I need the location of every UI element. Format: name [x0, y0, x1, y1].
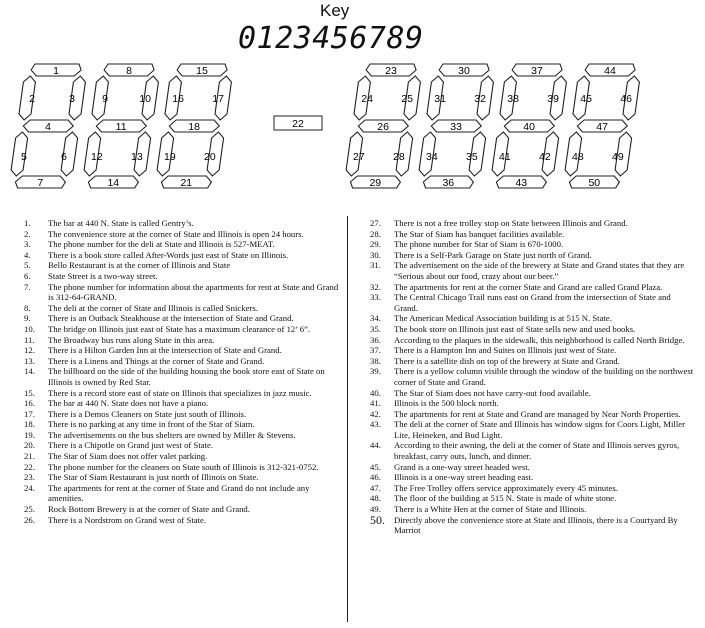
clue-item — [24, 430, 346, 441]
segment-number: 33 — [450, 120, 462, 133]
clue-number: 32. — [370, 281, 381, 292]
clue-number: 16. — [24, 398, 35, 409]
clue-text: The phone number for the deli at State and Illinois is 527-MEAT. — [48, 239, 275, 250]
clue-number: 22. — [24, 461, 35, 472]
clue-text: According to their awning, the deli at the corner of State and Illinois serves gyros, breakfast, carry outs, lunch, and dinner. — [394, 440, 680, 462]
clue-text: The phone number for the cleaners on State south of Illinois is 312-321-0752. — [48, 461, 319, 472]
segment-number: 7 — [37, 176, 44, 189]
segment-number: 21 — [180, 176, 193, 189]
clue-text: The Star of Siam has banquet facilities available. — [394, 228, 565, 239]
clue-number: 47. — [370, 482, 381, 493]
segment-number: 42 — [539, 150, 551, 163]
clue-number: 46. — [370, 472, 381, 483]
clue-number: 27. — [370, 218, 381, 228]
clue-number: 38. — [370, 355, 381, 366]
segment-number: 8 — [126, 64, 132, 77]
segment-number: 45 — [580, 92, 592, 105]
clue-text: The apartments for rent at the corner State and Grand are called Grand Plaza. — [394, 281, 663, 292]
segment-number: 12 — [91, 150, 103, 163]
clue-item — [24, 388, 346, 399]
clue-item — [370, 388, 695, 399]
clue-number: 2. — [24, 228, 31, 239]
clue-item — [370, 239, 695, 250]
clue-text: The apartments for rent at the corner of State and Grand do not include any amenities. — [48, 482, 310, 504]
segment-number: 1 — [53, 64, 59, 77]
clue-item — [24, 303, 346, 314]
clue-item — [24, 345, 346, 356]
segment-number: 41 — [499, 150, 511, 163]
clue-text: The advertisement on the side of the brewery at State and Grand states that they are “Serious about our food, crazy about our beer.” — [394, 260, 685, 281]
clue-item — [370, 313, 695, 324]
clue-item — [24, 451, 346, 462]
segment-number: 24 — [361, 92, 373, 105]
clue-item — [24, 356, 346, 367]
clue-text: The Central Chicago Trail runs east on Grand from the intersection of State and Grand. — [394, 292, 671, 313]
clue-text: The deli at the corner of State and Illinois has window signs for Coors Light, Miller Lite, Heineken, and Bud Light. — [394, 419, 685, 440]
segment-number: 46 — [620, 92, 632, 105]
clue-number: 41. — [370, 398, 381, 409]
clue-number: 44. — [370, 440, 381, 451]
clue-item — [370, 398, 695, 409]
segment-number: 19 — [164, 150, 176, 163]
clue-item — [370, 356, 695, 367]
clue-item — [370, 419, 695, 440]
segment-number: 10 — [139, 92, 151, 105]
segment-number: 20 — [204, 150, 216, 163]
clue-item — [370, 218, 695, 229]
clue-item — [370, 345, 695, 356]
clue-text: Directly above the convenience store at State and Illinois, there is a Courtyard By Marriot — [394, 514, 678, 536]
clue-item — [370, 260, 695, 281]
clue-item — [370, 493, 695, 504]
clue-text: There is an Outback Steakhouse at the intersection of State and Grand. — [48, 313, 294, 324]
clue-number: 40. — [370, 387, 381, 398]
clue-text: There is a record store east of state on Illinois that specializes in jazz music. — [48, 387, 312, 398]
clue-number: 50. — [370, 512, 385, 527]
clue-number: 45. — [370, 461, 381, 472]
seven-segment-display — [0, 58, 705, 198]
clue-number: 4. — [24, 249, 31, 260]
clue-number: 48. — [370, 493, 381, 504]
clue-text: The bar at 440 N. State is called Gentry’s. — [48, 218, 194, 228]
segment-number: 37 — [531, 64, 543, 77]
clue-number: 11. — [24, 334, 35, 345]
clue-number: 15. — [24, 387, 35, 398]
column-divider — [347, 216, 348, 622]
clue-text: The convenience store at the corner of State and Illinois is open 24 hours. — [48, 228, 304, 239]
clue-list-left — [24, 218, 346, 525]
segment-number: 27 — [353, 150, 365, 163]
clue-text: There is a Hilton Garden Inn at the intersection of State and Grand. — [48, 345, 282, 356]
segment-number: 9 — [102, 92, 109, 105]
clue-number: 20. — [24, 440, 35, 451]
digit-key: 0123456789 — [238, 21, 424, 56]
clue-item — [370, 504, 695, 515]
segment-number: 36 — [442, 176, 455, 189]
clue-item — [24, 313, 346, 324]
clue-number: 35. — [370, 323, 381, 334]
clue-text: The book store on Illinois just east of State sells new and used books. — [394, 323, 636, 334]
clue-item — [24, 250, 346, 261]
segment-number: 43 — [515, 176, 528, 189]
clue-item — [370, 366, 695, 387]
clue-number: 42. — [370, 408, 381, 419]
segment-number: 14 — [107, 176, 120, 189]
clue-number: 21. — [24, 451, 35, 462]
clue-item — [370, 512, 695, 536]
segment-number: 50 — [588, 176, 601, 189]
clue-text: The Broadway bus runs along State in this area. — [48, 334, 215, 345]
clue-number: 34. — [370, 313, 381, 324]
clue-text: There is a Chipotle on Grand just west of State. — [48, 440, 214, 451]
clue-text: There is a Self-Park Garage on State just north of Grand. — [394, 249, 592, 260]
clue-number: 29. — [370, 239, 381, 250]
clue-text: There is no parking at any time in front of the Star of Siam. — [48, 419, 255, 430]
clue-item — [24, 462, 346, 473]
clue-text: State Street is a two-way street. — [48, 270, 158, 281]
clue-text: There is a Linens and Things at the corner of State and Grand. — [48, 355, 265, 366]
clue-item — [370, 229, 695, 240]
clue-item — [370, 292, 695, 313]
clue-item — [370, 409, 695, 420]
clue-item — [370, 282, 695, 293]
clue-number: 18. — [24, 419, 35, 430]
segment-number: 31 — [434, 92, 446, 105]
segment-number: 47 — [596, 120, 608, 133]
clue-number: 5. — [24, 260, 31, 271]
clue-number: 31. — [370, 260, 381, 271]
clue-number: 13. — [24, 355, 35, 366]
clue-number: 36. — [370, 334, 381, 345]
segment-number: 44 — [604, 64, 616, 77]
segment-number: 30 — [458, 64, 470, 77]
clue-number: 1. — [24, 218, 31, 228]
clue-text: The Free Trolley offers service approximately every 45 minutes. — [394, 482, 618, 493]
clue-text: Grand is a one-way street headed west. — [394, 461, 530, 472]
clue-text: There is a Nordstrom on Grand west of State. — [48, 514, 207, 525]
segment-number: 13 — [131, 150, 143, 163]
segment-number: 28 — [393, 150, 405, 163]
segment-number: 35 — [466, 150, 478, 163]
clue-number: 8. — [24, 302, 31, 313]
clue-text: The phone number for information about the apartments for rent at State and Grand is 312-64-GRAND. — [48, 281, 339, 303]
clue-list-right — [370, 218, 695, 536]
segment-number: 11 — [115, 120, 127, 133]
clue-number: 30. — [370, 249, 381, 260]
clue-item — [24, 282, 346, 303]
segment-number: 17 — [212, 92, 224, 105]
clue-text: The Star of Siam does not offer valet parking. — [48, 451, 208, 462]
clue-text: Rock Bottom Brewery is at the corner of State and Grand. — [48, 504, 250, 515]
segment-number: 40 — [523, 120, 535, 133]
clue-number: 14. — [24, 366, 35, 377]
clue-number: 26. — [24, 514, 35, 525]
clue-item — [24, 483, 346, 504]
clue-number: 25. — [24, 504, 35, 515]
clue-item — [370, 335, 695, 346]
segment-number: 3 — [69, 92, 76, 105]
clue-item — [24, 229, 346, 240]
clue-text: There is a Hampton Inn and Suites on Illinois just west of State. — [394, 345, 617, 356]
segment-number: 26 — [377, 120, 389, 133]
clue-number: 7. — [24, 281, 31, 292]
segment-number: 48 — [572, 150, 584, 163]
clue-number: 28. — [370, 228, 381, 239]
key-title: Key — [320, 1, 350, 20]
clue-item — [24, 335, 346, 346]
dash-segment-number: 22 — [292, 117, 304, 130]
clue-text: The American Medical Association building is at 515 N. State. — [394, 313, 612, 324]
clue-item — [24, 366, 346, 387]
clue-number: 24. — [24, 482, 35, 493]
clue-item — [24, 472, 346, 483]
clue-text: The bridge on Illinois just east of State has a maximum clearance of 12’ 6”. — [48, 323, 311, 334]
clue-number: 49. — [370, 504, 381, 515]
segment-number: 5 — [20, 150, 27, 163]
clue-item — [370, 250, 695, 261]
clue-item — [24, 419, 346, 430]
clue-text: There is a Demos Cleaners on State just south of Illinois. — [48, 408, 247, 419]
clue-number: 19. — [24, 429, 35, 440]
clue-item — [24, 324, 346, 335]
clue-text: The bar at 440 N. State does not have a piano. — [48, 398, 209, 409]
clue-item — [24, 271, 346, 282]
clue-text: Illinois is a one-way street heading east. — [394, 472, 534, 483]
clue-number: 3. — [24, 239, 31, 250]
segment-number: 49 — [612, 150, 624, 163]
segment-number: 23 — [385, 64, 397, 77]
clue-text: The apartments for rent at State and Grand are managed by Near North Properties. — [394, 408, 681, 419]
clue-item — [24, 398, 346, 409]
clue-number: 9. — [24, 313, 31, 324]
clue-text: According to the plaques in the sidewalk, this neighborhood is called North Bridge. — [394, 334, 685, 345]
clue-item — [24, 504, 346, 515]
clue-item — [370, 472, 695, 483]
clue-number: 33. — [370, 292, 381, 303]
clue-number: 37. — [370, 345, 381, 356]
clue-text: Bello Restaurant is at the corner of Illinois and State — [48, 260, 231, 271]
clue-text: There is a yellow column visible through the window of the building on the northwest corner of State and Grand. — [394, 366, 694, 387]
clue-text: There is not a free trolley stop on State between Illinois and Grand. — [394, 218, 628, 228]
clue-item — [370, 324, 695, 335]
segment-number: 15 — [196, 64, 208, 77]
segment-number: 16 — [172, 92, 184, 105]
clue-item — [24, 515, 346, 526]
clue-text: There is a White Hen at the corner of State and Illinois. — [394, 504, 587, 515]
clue-text: The phone number for Star of Siam is 670-1000. — [394, 239, 564, 250]
clue-text: There is a satellite dish on top of the brewery at State and Grand. — [394, 355, 620, 366]
clue-number: 43. — [370, 419, 381, 430]
clue-number: 23. — [24, 472, 35, 483]
clue-text: The deli at the corner of State and Illinois is called Snickers. — [48, 302, 258, 313]
segment-number: 18 — [188, 120, 200, 133]
clue-text: Illinois is the 500 block north. — [394, 398, 499, 409]
segment-number: 32 — [474, 92, 486, 105]
segment-number: 34 — [426, 150, 438, 163]
segment-number: 25 — [401, 92, 413, 105]
clue-item — [24, 409, 346, 420]
clue-item — [370, 440, 695, 461]
clue-text: The floor of the building at 515 N. State is made of white stone. — [394, 493, 617, 504]
clue-text: The advertisements on the bus shelters are owned by Miller & Stevens. — [48, 429, 296, 440]
clue-number: 6. — [24, 270, 31, 281]
clue-item — [370, 462, 695, 473]
clue-item — [24, 260, 346, 271]
clue-item — [370, 483, 695, 494]
clue-text: The Star of Siam does not have carry-out food available. — [394, 387, 591, 398]
clue-text: There is a book store called After-Words just east of State on Illinois. — [48, 249, 289, 260]
clue-item — [24, 239, 346, 250]
segment-number: 38 — [507, 92, 519, 105]
clue-number: 17. — [24, 408, 35, 419]
clue-number: 12. — [24, 345, 35, 356]
segment-number: 6 — [60, 150, 67, 163]
clue-text: The billboard on the side of the building housing the book store east of State on Illinois is owned by Red Star. — [48, 366, 325, 387]
clue-item — [24, 218, 346, 229]
segment-number: 2 — [29, 92, 36, 105]
clue-number: 39. — [370, 366, 381, 377]
clue-number: 10. — [24, 323, 35, 334]
segment-number: 39 — [547, 92, 559, 105]
clue-item — [24, 440, 346, 451]
segment-number: 29 — [369, 176, 382, 189]
clue-text: The Star of Siam Restaurant is just north of Illinois on State. — [48, 472, 259, 483]
segment-number: 4 — [45, 120, 52, 133]
